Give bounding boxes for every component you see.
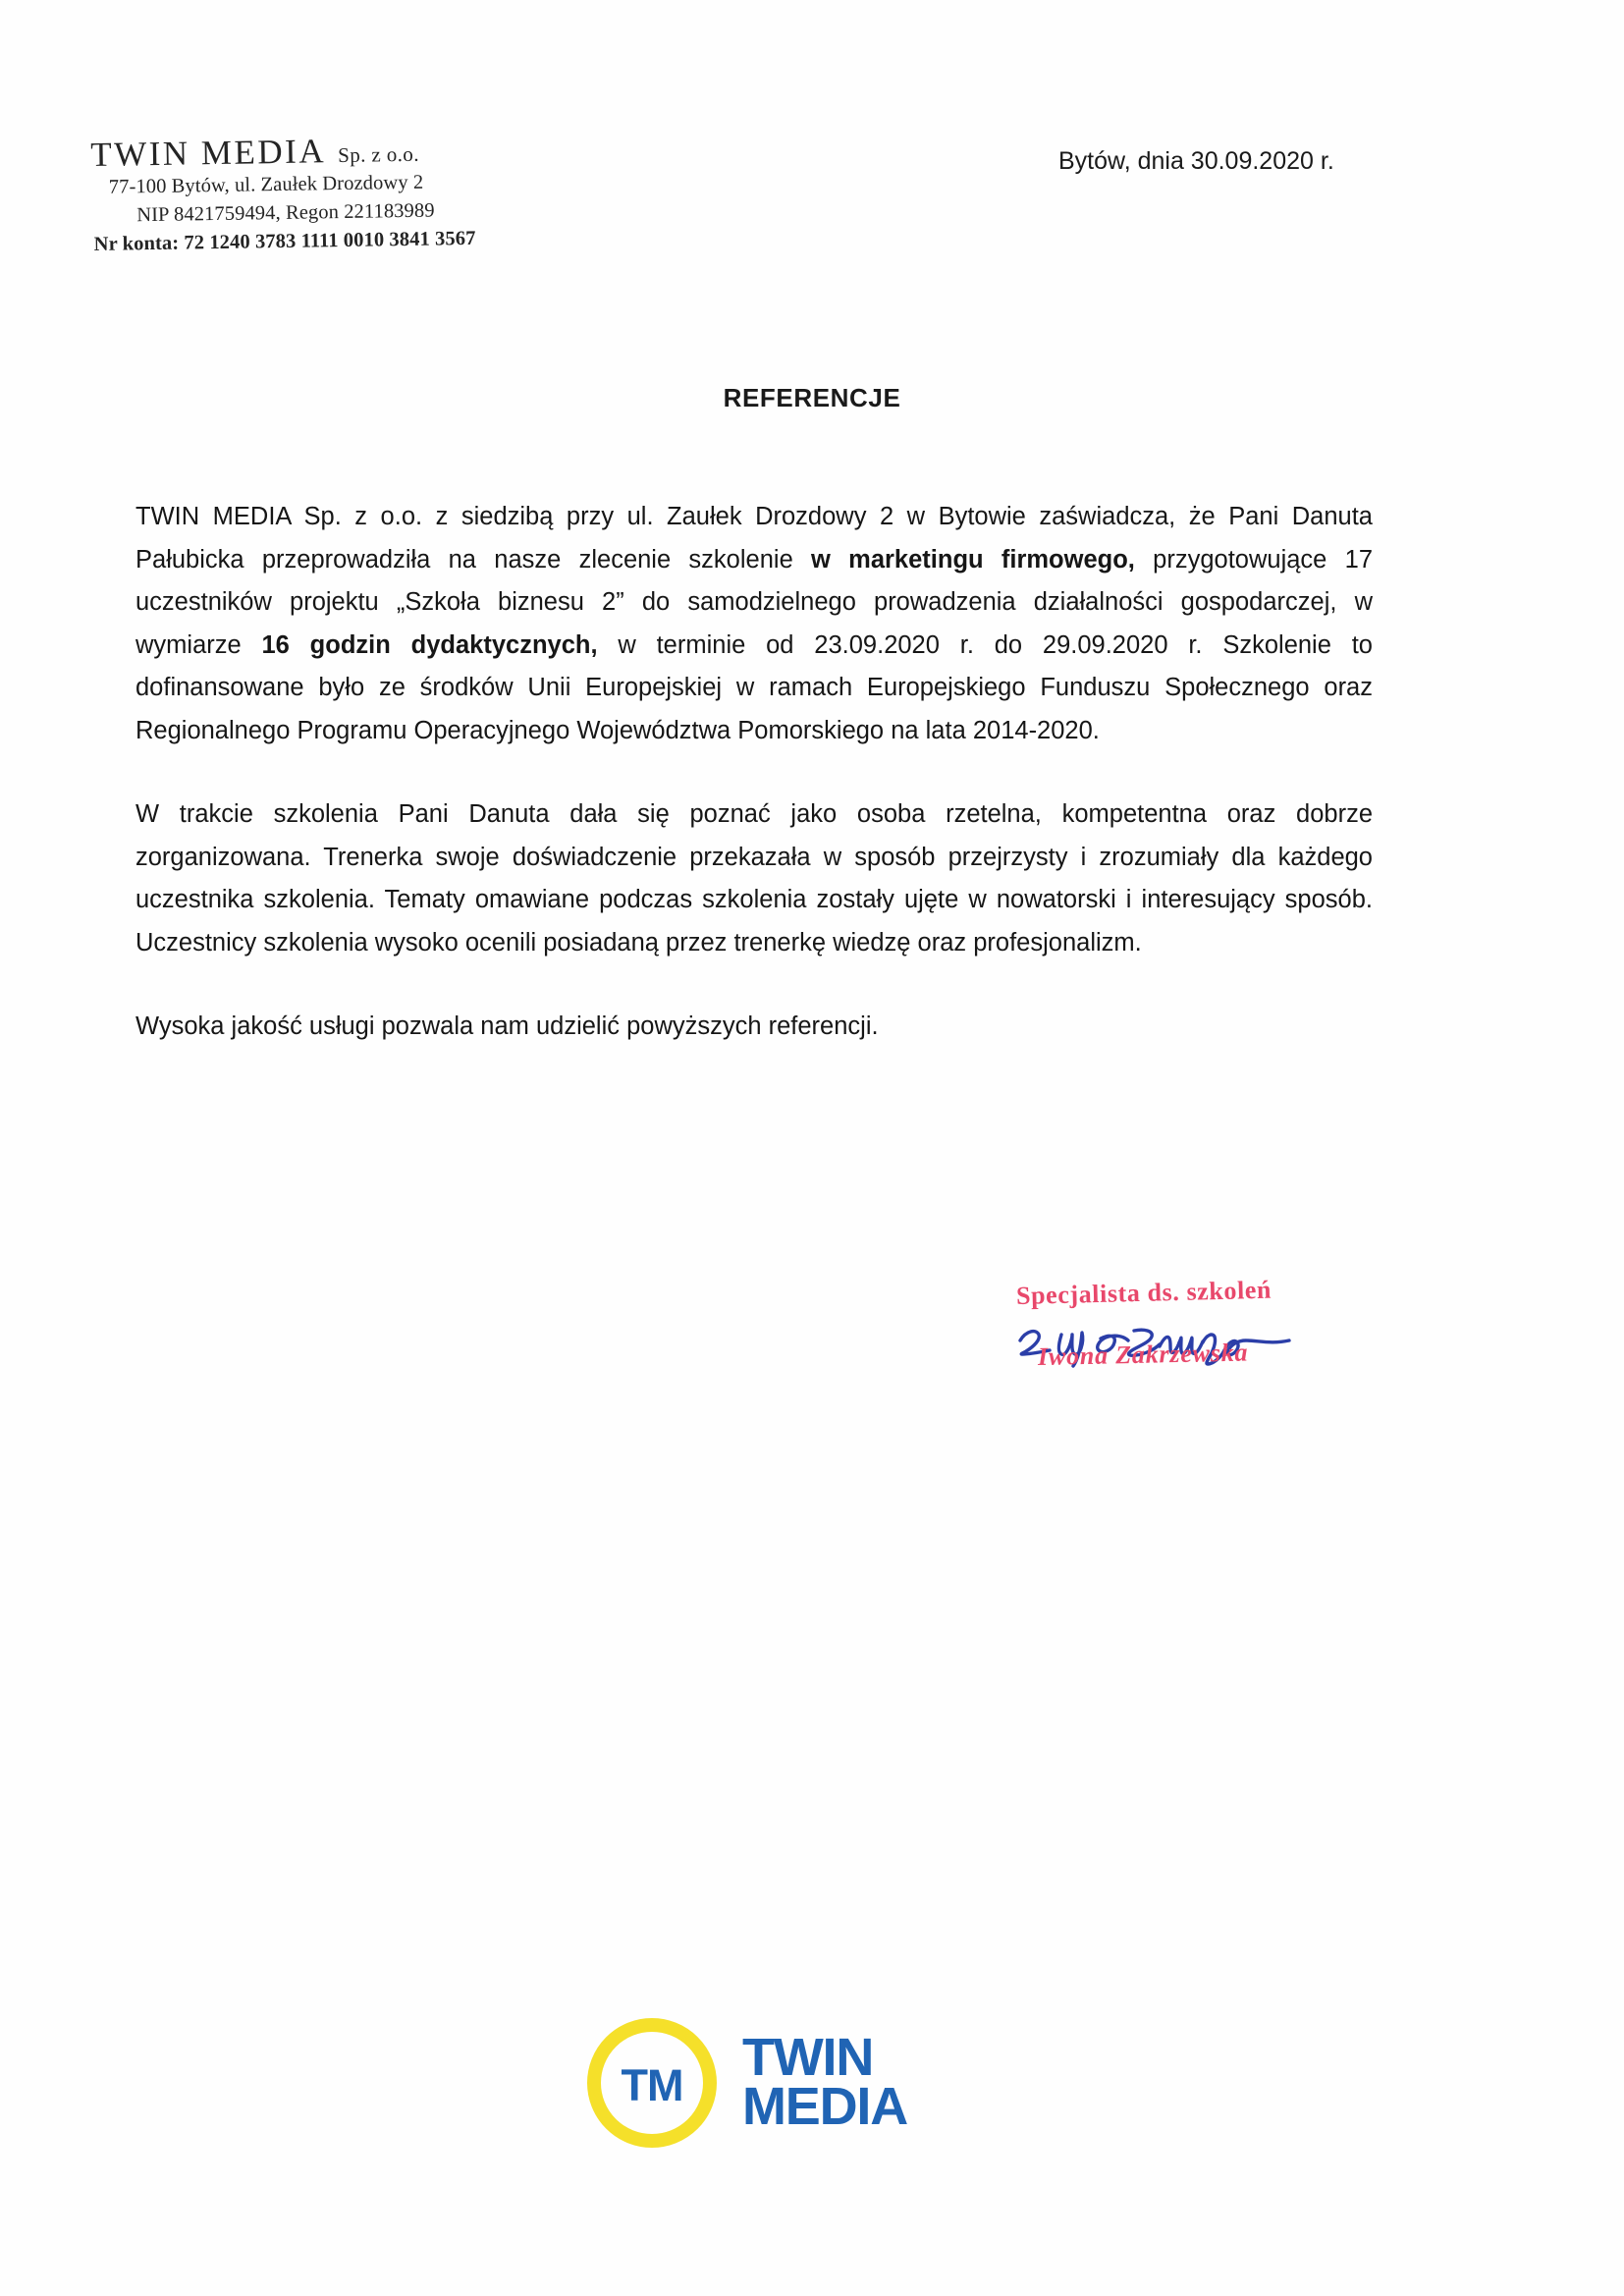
- logo-ring-icon: [587, 2018, 717, 2148]
- signature-block: [1015, 1275, 1389, 1458]
- logo-wordmark: [742, 2028, 907, 2136]
- logo-word-twin: TWIN: [742, 2028, 874, 2088]
- stamp-name-text: Iwona Zakrzewska: [1037, 1338, 1249, 1371]
- paragraph-1-segment-1: TWIN MEDIA Sp. z o.o. z siedzibą przy ul. Zaułek Drozdowy 2 w Bytowie zaświadcza, że Pani Danuta Pałubicka przeprowadziła na nasze zlecenie szkolenie: [135, 503, 1373, 574]
- letterhead-stamp: [90, 129, 642, 259]
- letterhead-bank-account: Nr konta: 72 1240 3783 1111 0010 3841 3567: [93, 227, 476, 255]
- logo-word-media: MEDIA: [742, 2077, 907, 2136]
- paragraph-1: [135, 496, 1373, 752]
- page-title: REFERENCJE: [723, 383, 901, 412]
- footer-logo: [587, 2018, 907, 2148]
- company-name-text: TWIN MEDIA: [89, 132, 327, 174]
- letter-body: [135, 496, 1373, 1049]
- letterhead-tax-ids: NIP 8421759494, Regon 221183989: [136, 199, 435, 227]
- paragraph-2: W trakcie szkolenia Pani Danuta dała się poznać jako osoba rzetelna, kompetentna oraz dobrze zorganizowana. Trenerka swoje doświadczenie przekazała w sposób przejrzysty i zrozumiały dla każdego uczestnika szkolenia. Tematy omawiane podczas szkolenia zostały ujęte w nowatorski i interesujący sposób. Uczestnicy szkolenia wysoko ocenili posiadaną przez trenerkę wiedzę oraz profesjonalizm.: [135, 800, 1373, 957]
- logo-monogram-text: TM: [621, 2059, 683, 2110]
- paragraph-1-segment-3: w terminie od 23.09.2020 r. do 29.09.2020 r. Szkolenie to dofinansowane było ze środków Unii Europejskiej w ramach Europejskiego Funduszu Społecznego oraz Regionalnego Programu Operacyjnego Województwa Pomorskiego na lata 2014-2020.: [135, 630, 1373, 744]
- company-legal-suffix: Sp. z o.o.: [337, 141, 420, 168]
- stamp-role-text: Specjalista ds. szkoleń: [1015, 1275, 1272, 1310]
- date-line: Bytów, dnia 30.09.2020 r.: [1058, 147, 1334, 175]
- paragraph-1-segment-2: przygotowujące 17 uczestników projektu „Szkoła biznesu 2” do samodzielnego prowadzenia działalności gospodarczej, w wymiarze: [135, 545, 1373, 659]
- paragraph-3: Wysoka jakość usługi pozwala nam udzielić powyższych referencji.: [135, 1012, 879, 1040]
- letterhead-address: 77-100 Bytów, ul. Zaułek Drozdowy 2: [108, 171, 424, 198]
- paragraph-1-bold-2: 16 godzin dydaktycznych,: [261, 630, 598, 659]
- paragraph-1-bold-1: w marketingu firmowego,: [811, 545, 1135, 574]
